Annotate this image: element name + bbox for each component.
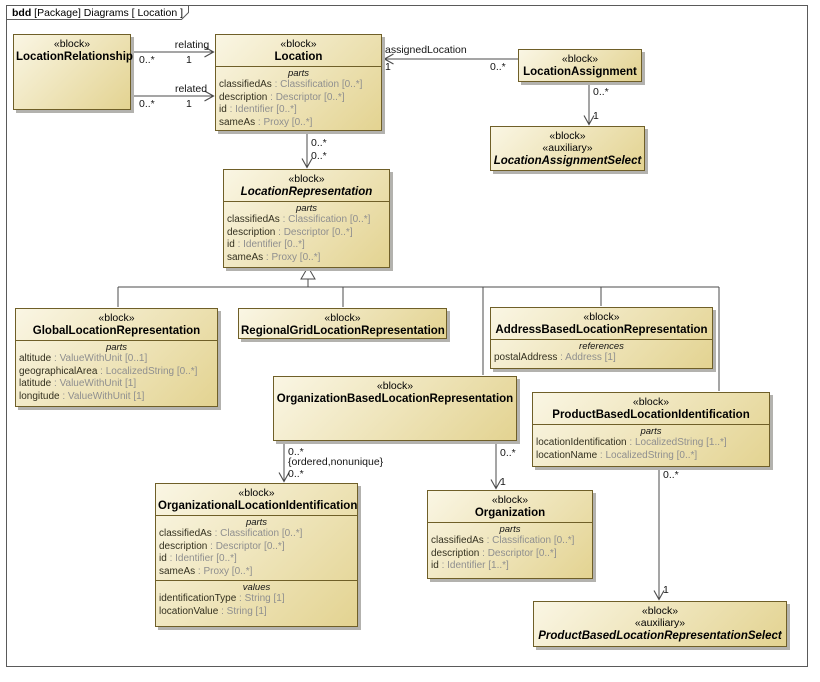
- feature-item: identificationType : String [1]: [159, 593, 285, 604]
- block-name: Location: [274, 51, 323, 63]
- block-header: [491, 308, 712, 339]
- feature-item: id : Identifier [0..*]: [219, 104, 297, 115]
- edge-label: 0..*: [593, 86, 609, 98]
- generalization-arrowhead[interactable]: [301, 267, 315, 279]
- compartment-label: values: [242, 582, 271, 593]
- stereotype-label: «block»: [583, 311, 620, 323]
- block-AddressBasedLocationRepresentation[interactable]: [490, 307, 713, 369]
- block-header: [224, 170, 389, 201]
- block-header: [239, 309, 446, 340]
- compartment-parts: [16, 340, 217, 405]
- edge-label: 0..*: [663, 469, 679, 481]
- stereotype-label: «auxiliary»: [542, 142, 593, 154]
- block-name: LocationRepresentation: [240, 186, 373, 198]
- edge-label: 0..*: [288, 468, 304, 480]
- block-name: ProductBasedLocationRepresentationSelect: [538, 630, 782, 642]
- block-header: [274, 377, 516, 408]
- block-name: LocationAssignment: [523, 66, 637, 78]
- feature-item: description : Descriptor [0..*]: [227, 226, 353, 238]
- feature-item: latitude : ValueWithUnit [1]: [19, 378, 137, 389]
- edge-label: 1: [663, 584, 669, 596]
- edge-label: 1: [385, 61, 391, 73]
- stereotype-label: «block»: [641, 605, 679, 617]
- compartment-label: parts: [499, 524, 521, 535]
- block-name: GlobalLocationRepresentation: [32, 325, 201, 337]
- block-name: AddressBasedLocationRepresentation: [495, 324, 708, 336]
- block-ProductBasedLocationRepresentationSelect[interactable]: [533, 601, 787, 647]
- edge-label: 0..*: [311, 150, 327, 162]
- edge-label: 1: [593, 110, 599, 122]
- feature-item: id : Identifier [0..*]: [159, 553, 237, 564]
- edge-label: 0..*: [139, 54, 155, 66]
- block-name: ProductBasedLocationIdentification: [552, 409, 750, 421]
- block-name: RegionalGridLocationRepresentation: [241, 325, 445, 337]
- compartment-values: [156, 580, 357, 620]
- compartment-label: parts: [245, 517, 268, 528]
- compartment-references: [491, 339, 712, 367]
- edge-label: assignedLocation: [385, 44, 467, 56]
- stereotype-label: «block»: [288, 173, 325, 185]
- feature-item: description : Descriptor [0..*]: [431, 547, 557, 559]
- feature-item: altitude : ValueWithUnit [0..1]: [19, 353, 148, 364]
- block-LocationRelationship[interactable]: [13, 34, 131, 110]
- stereotype-label: «auxiliary»: [634, 617, 686, 629]
- feature-item: id : Identifier [1..*]: [431, 560, 509, 571]
- block-OrganizationBasedLocationRepresentation[interactable]: [273, 376, 517, 441]
- block-header: [428, 491, 592, 522]
- feature-item: classifiedAs : Classification [0..*]: [431, 535, 575, 546]
- compartment-label: parts: [105, 342, 128, 353]
- block-name: LocationRelationship: [16, 51, 133, 63]
- feature-item: longitude : ValueWithUnit [1]: [19, 390, 145, 402]
- block-Location[interactable]: [215, 34, 382, 131]
- edge-label: 0..*: [500, 447, 516, 459]
- block-LocationAssignment[interactable]: [518, 49, 642, 82]
- feature-item: classifiedAs : Classification [0..*]: [219, 79, 363, 90]
- block-header: [16, 309, 217, 340]
- block-header: [534, 602, 786, 645]
- compartment-parts: [156, 515, 357, 580]
- feature-item: sameAs : Proxy [0..*]: [219, 116, 313, 128]
- block-LocationRepresentation[interactable]: [223, 169, 390, 268]
- compartment-label: parts: [287, 68, 310, 79]
- block-header: [156, 484, 357, 515]
- diagram-title-label: [Package] Diagrams [ Location ]: [31, 7, 183, 19]
- edge-label: 1: [500, 476, 506, 488]
- edge-label: 0..*: [311, 137, 327, 149]
- edge-label: related: [174, 83, 208, 95]
- block-name: OrganizationalLocationIdentification: [158, 500, 358, 512]
- stereotype-label: «block»: [632, 396, 670, 408]
- feature-item: id : Identifier [0..*]: [227, 239, 305, 250]
- stereotype-label: «block»: [324, 312, 361, 324]
- compartment-label: references: [579, 341, 624, 352]
- block-RegionalGridLocationRepresentation[interactable]: [238, 308, 447, 339]
- stereotype-label: «block»: [376, 380, 414, 392]
- feature-item: locationIdentification : LocalizedString [1..*]: [536, 437, 727, 448]
- stereotype-label: «block»: [549, 130, 586, 142]
- edge-label: 0..*: [288, 446, 304, 458]
- feature-item: sameAs : Proxy [0..*]: [159, 565, 253, 577]
- edge-label: 0..*: [490, 61, 506, 73]
- feature-item: locationValue : String [1]: [159, 605, 267, 617]
- block-header: [491, 127, 644, 170]
- edge-label: 1: [186, 98, 192, 110]
- block-header: [519, 50, 641, 81]
- compartment-label: parts: [295, 203, 318, 214]
- diagram-frame-title: [12, 7, 183, 19]
- feature-item: sameAs : Proxy [0..*]: [227, 251, 321, 263]
- block-header: [216, 35, 381, 66]
- edge-label: 0..*: [139, 98, 155, 110]
- stereotype-label: «block»: [238, 487, 275, 499]
- stereotype-label: «block»: [280, 38, 317, 50]
- stereotype-label: «block»: [561, 53, 599, 65]
- edge-label: {ordered,nonunique}: [288, 456, 384, 468]
- block-header: [14, 35, 133, 66]
- edge-label: 1: [186, 54, 192, 66]
- edge-label: relating: [174, 39, 210, 51]
- compartment-label: parts: [640, 426, 662, 437]
- stereotype-label: «block»: [491, 494, 529, 506]
- feature-item: description : Descriptor [0..*]: [219, 91, 345, 103]
- compartment-parts: [224, 201, 389, 266]
- block-name: OrganizationBasedLocationRepresentation: [276, 393, 514, 405]
- block-GlobalLocationRepresentation[interactable]: [15, 308, 218, 407]
- block-LocationAssignmentSelect[interactable]: [490, 126, 645, 171]
- diagram-kind-label: bdd: [12, 7, 32, 19]
- stereotype-label: «block»: [98, 312, 135, 324]
- block-name: LocationAssignmentSelect: [493, 155, 642, 167]
- feature-item: geographicalArea : LocalizedString [0..*]: [19, 365, 198, 377]
- feature-item: postalAddress : Address [1]: [494, 352, 616, 363]
- block-Organization[interactable]: [427, 490, 593, 579]
- feature-item: classifiedAs : Classification [0..*]: [159, 528, 303, 539]
- block-name: Organization: [474, 507, 546, 519]
- stereotype-label: «block»: [53, 38, 91, 50]
- feature-item: locationName : LocalizedString [0..*]: [536, 449, 698, 461]
- compartment-parts: [216, 66, 381, 131]
- feature-item: description : Descriptor [0..*]: [159, 540, 285, 552]
- compartment-parts: [533, 424, 769, 464]
- block-ProductBasedLocationIdentification[interactable]: [532, 392, 770, 467]
- block-header: [533, 393, 769, 424]
- feature-item: classifiedAs : Classification [0..*]: [227, 214, 371, 225]
- compartment-parts: [428, 522, 592, 575]
- block-OrganizationalLocationIdentification[interactable]: [155, 483, 358, 627]
